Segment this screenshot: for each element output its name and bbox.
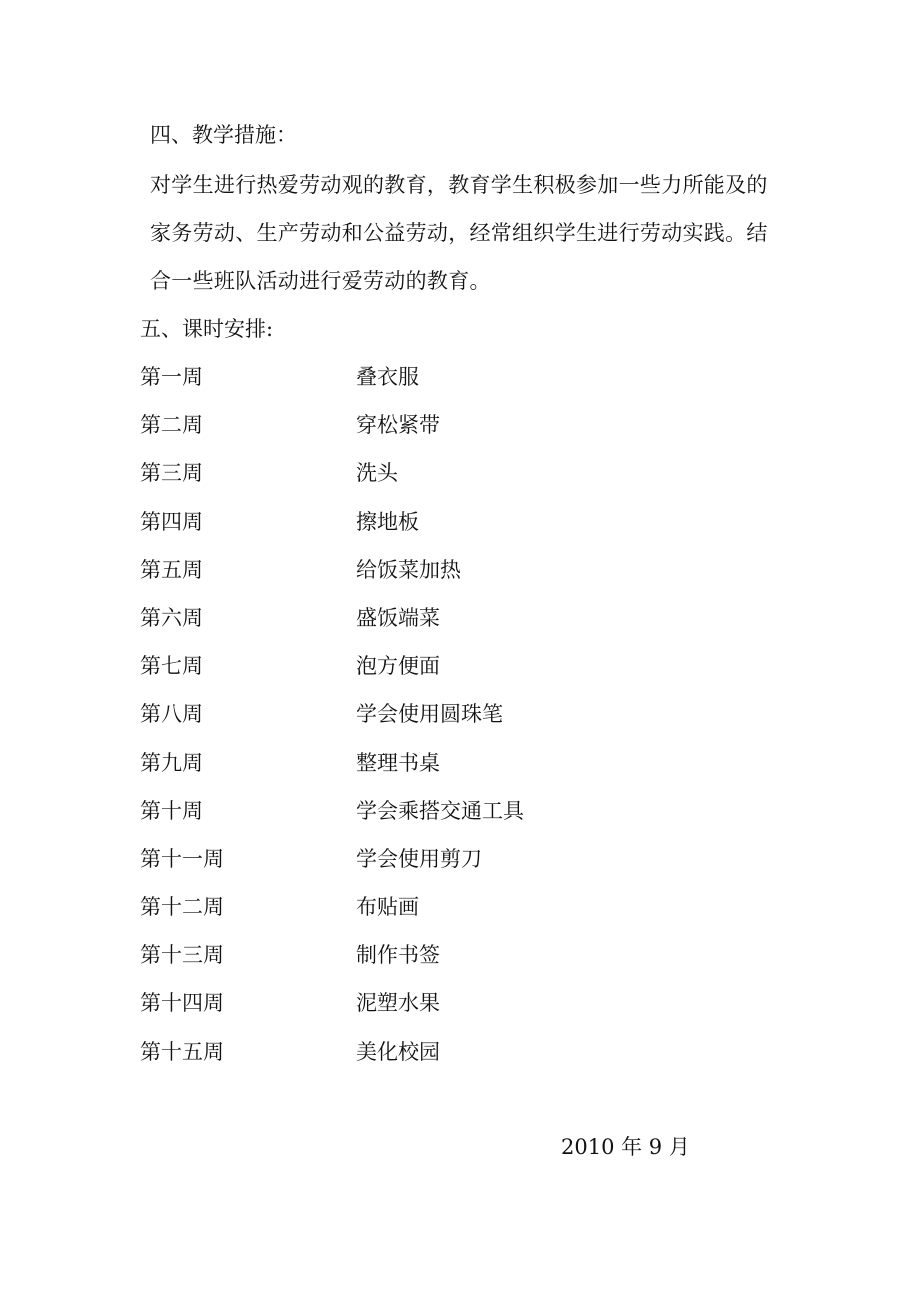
task-label: 擦地板 [356,509,419,534]
week-label: 第二周 [140,413,203,438]
schedule-row [140,748,700,796]
task-label: 给饭菜加热 [356,557,461,582]
task-label: 美化校园 [356,1039,440,1064]
schedule-list [140,362,700,1085]
schedule-row [140,507,700,555]
week-label: 第六周 [140,605,203,630]
task-label: 学会乘搭交通工具 [356,798,524,823]
week-label: 第七周 [140,654,203,679]
week-label: 第四周 [140,509,203,534]
schedule-row [140,844,700,892]
schedule-row [140,362,700,410]
task-label: 制作书签 [356,943,440,968]
schedule-row [140,988,700,1036]
schedule-row [140,458,700,506]
schedule-row [140,796,700,844]
schedule-row [140,892,700,940]
schedule-row [140,555,700,603]
schedule-row [140,940,700,988]
week-label: 第五周 [140,557,203,582]
section-4-heading: 四、教学措施： [150,123,297,147]
task-label: 泥塑水果 [356,991,440,1016]
week-label: 第八周 [140,702,203,727]
teaching-measures-line-1: 对学生进行热爱劳动观的教育，教育学生积极参加一些力所能及的 [150,173,768,197]
task-label: 叠衣服 [356,365,419,389]
task-label: 盛饭端菜 [356,605,440,630]
document-date: 2010 年 9 月 [561,1135,690,1159]
task-label: 泡方便面 [356,654,440,679]
task-label: 整理书桌 [356,750,440,775]
schedule-row [140,603,700,651]
week-label: 第十五周 [140,1039,224,1064]
week-label: 第十二周 [140,895,224,920]
task-label: 穿松紧带 [356,413,440,438]
week-label: 第三周 [140,461,203,486]
teaching-measures-line-3: 合一些班队活动进行爱劳动的教育。 [150,269,491,293]
section-5-heading: 五、课时安排: [140,317,274,341]
task-label: 学会使用圆珠笔 [356,702,503,727]
week-label: 第九周 [140,750,203,775]
week-label: 第十一周 [140,846,224,871]
task-label: 布贴画 [356,895,419,920]
week-label: 第十四周 [140,991,224,1016]
teaching-measures-line-2: 家务劳动、生产劳动和公益劳动，经常组织学生进行劳动实践。结 [150,221,768,245]
schedule-row [140,699,700,747]
week-label: 第十周 [140,798,203,823]
task-label: 学会使用剪刀 [356,846,482,871]
schedule-row [140,410,700,458]
week-label: 第十三周 [140,943,224,968]
task-label: 洗头 [356,461,398,486]
schedule-row [140,651,700,699]
schedule-row [140,1037,700,1085]
week-label: 第一周 [140,365,203,389]
